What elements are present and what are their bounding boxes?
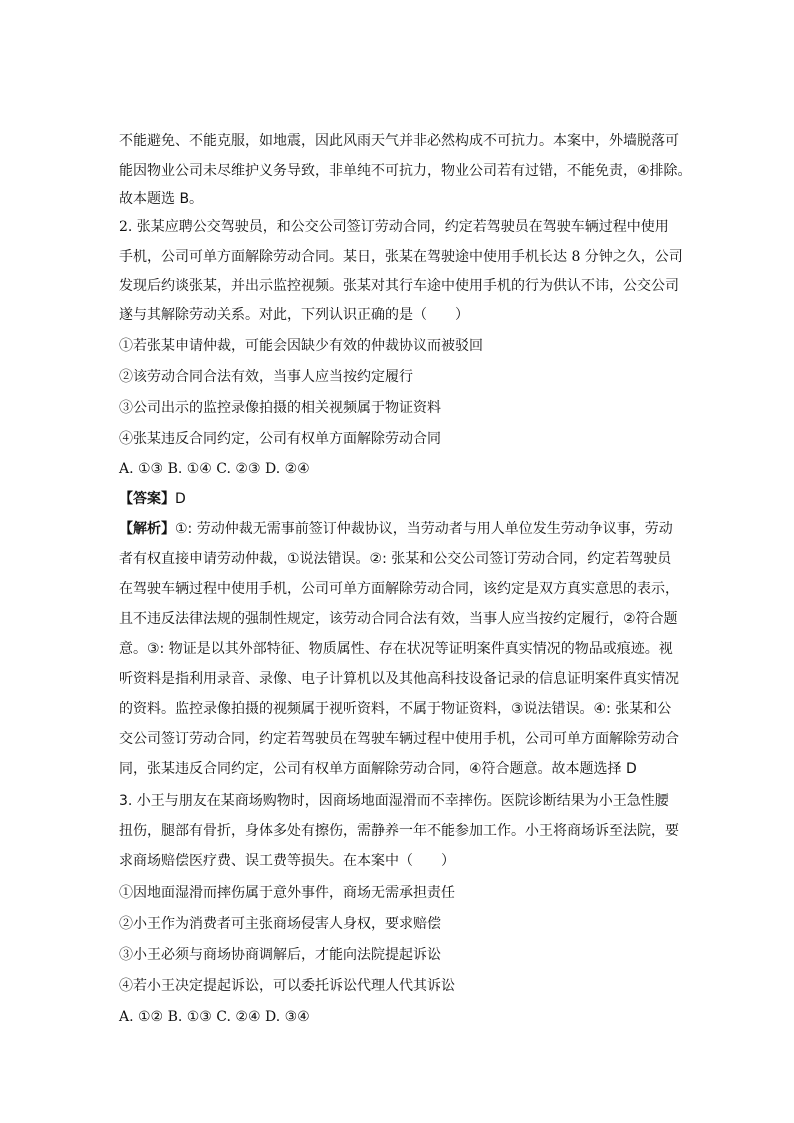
analysis-line: 者有权直接申请劳动仲裁，①说法错误。②: 张某和公交公司签订劳动合同，约定若驾驶员 xyxy=(119,551,672,567)
analysis-line: 且不违反法律法规的强制性规定，该劳动合同合法有效，当事人应当按约定履行，②符合题 xyxy=(119,611,678,627)
question-3-stem: 扭伤，腿部有骨折，身体多处有擦伤，需静养一年不能参加工作。小王将商场诉至法院，要 xyxy=(119,823,679,839)
question-3-option: ①因地面湿滑而摔伤属于意外事件，商场无需承担责任 xyxy=(119,885,455,901)
answer-value: D xyxy=(175,491,186,507)
question-3-stem: 求商场赔偿医疗费、误工费等损失。在本案中（ ） xyxy=(119,853,455,869)
analysis-line: 听资料是指利用录音、录像、电子计算机以及其他高科技设备记录的信息证明案件真实情况 xyxy=(119,671,679,687)
question-3-choices: A. ①② B. ①③ C. ②④ D. ③④ xyxy=(119,1009,310,1025)
analysis-line xyxy=(119,520,673,538)
analysis-label: 【解析】 xyxy=(119,521,175,537)
analysis-line: 同，张某违反合同约定，公司有权单方面解除劳动合同，④符合题意。故本题选择 D xyxy=(119,761,637,777)
analysis-line: 在驾驶车辆过程中使用手机，公司可单方面解除劳动合同，该约定是双方真实意思的表示， xyxy=(119,581,679,597)
question-3-stem: 3. 小王与朋友在某商场购物时，因商场地面湿滑而不幸摔伤。医院诊断结果为小王急性腰 xyxy=(119,793,669,809)
text-line: 能因物业公司未尽维护义务导致，非单纯不可抗力，物业公司若有过错，不能免责，④排除。 xyxy=(119,163,692,179)
answer-label: 【答案】 xyxy=(119,491,175,507)
question-2-option: ①若张某申请仲裁，可能会因缺少有效的仲裁协议而被驳回 xyxy=(119,338,483,354)
text-line: 故本题选 B。 xyxy=(119,191,204,207)
analysis-line: 交公司签订劳动合同，约定若驾驶员在驾驶车辆过程中使用手机，公司可单方面解除劳动合 xyxy=(119,731,679,747)
analysis-text: ①: 劳动仲裁无需事前签订仲裁协议，当劳动者与用人单位发生劳动争议事，劳动 xyxy=(175,521,673,537)
question-2-stem: 2. 张某应聘公交驾驶员，和公交公司签订劳动合同，约定若驾驶员在驾驶车辆过程中使用 xyxy=(119,219,669,235)
answer-line xyxy=(119,490,186,508)
question-3-option: ③小王必须与商场协商调解后，才能向法院提起诉讼 xyxy=(119,947,441,963)
question-3-option: ②小王作为消费者可主张商场侵害人身权，要求赔偿 xyxy=(119,916,441,932)
question-2-stem: 发现后约谈张某，并出示监控视频。张某对其行车途中使用手机的行为供认不讳，公交公司 xyxy=(119,278,679,294)
analysis-line: 的资料。监控录像拍摄的视频属于视听资料，不属于物证资料，③说法错误。④: 张某和公 xyxy=(119,701,672,717)
question-2-option: ③公司出示的监控录像拍摄的相关视频属于物证资料 xyxy=(119,400,441,416)
question-2-option: ④张某违反合同约定，公司有权单方面解除劳动合同 xyxy=(119,431,441,447)
analysis-line: 意。③: 物证是以其外部特征、物质属性、存在状况等证明案件真实情况的物品或痕迹。视 xyxy=(119,641,673,657)
question-2-stem: 手机，公司可单方面解除劳动合同。某日，张某在驾驶途中使用手机长达 8 分钟之久，公司 xyxy=(119,249,683,265)
text-line: 不能避免、不能克服，如地震，因此风雨天气并非必然构成不可抗力。本案中，外墙脱落可 xyxy=(119,133,679,149)
question-3-option: ④若小王决定提起诉讼，可以委托诉讼代理人代其诉讼 xyxy=(119,978,455,994)
question-2-stem: 遂与其解除劳动关系。对此，下列认识正确的是（ ） xyxy=(119,307,469,323)
question-2-option: ②该劳动合同合法有效，当事人应当按约定履行 xyxy=(119,369,413,385)
question-2-choices: A. ①③ B. ①④ C. ②③ D. ②④ xyxy=(119,461,310,477)
